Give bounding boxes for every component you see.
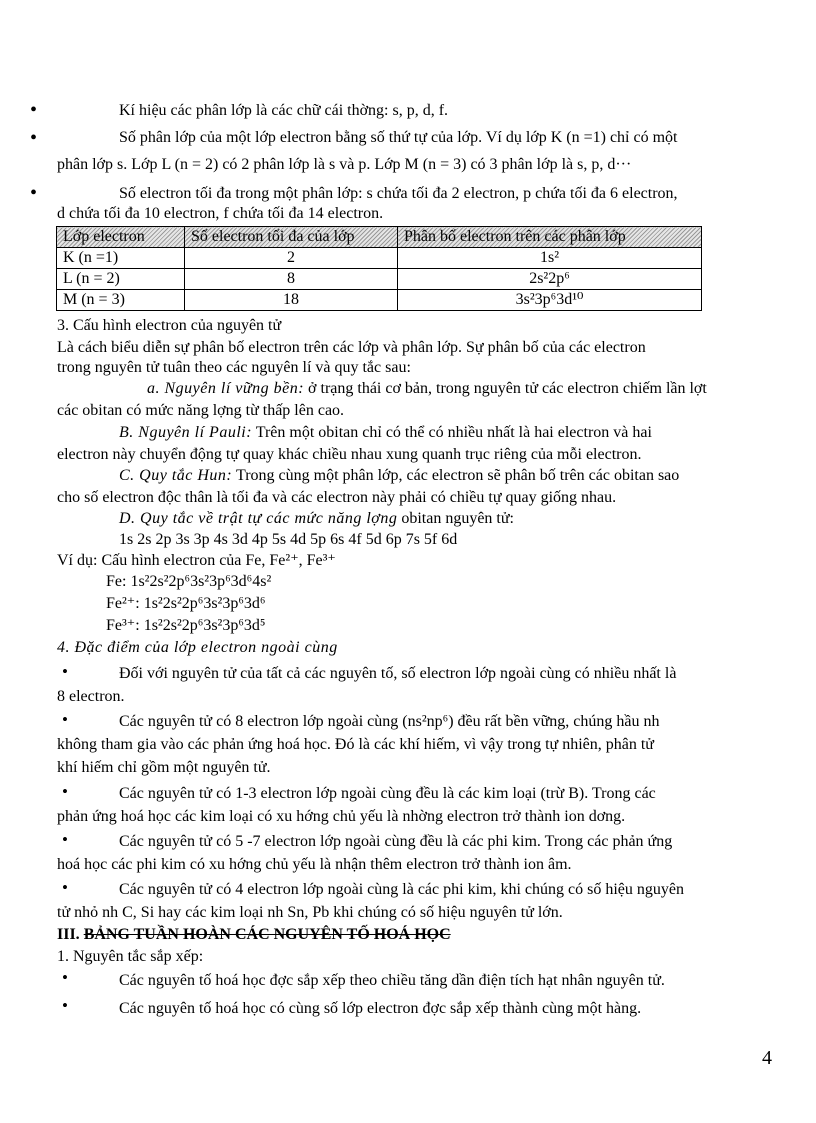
outer-shell-bullet-2-line-2: không tham gia vào các phản ứng hoá học. Đó là các khí hiếm, vì vậy trong tự nhiên, phân tử (57, 736, 654, 753)
table-row (57, 248, 702, 269)
principle-bullet-1: Các nguyên tố hoá học đợc sắp xếp theo chiều tăng dần điện tích hạt nhân nguyên tử. (119, 972, 665, 989)
rule-a-text: ở trạng thái cơ bản, trong nguyên tử các electron chiếm lần lợt (304, 380, 707, 397)
shell-cell: L (n = 2) (57, 269, 185, 290)
outer-shell-bullet-5-line-1: Các nguyên tử có 4 electron lớp ngoài cùng là các phi kim, khi chúng có số hiệu nguyên (119, 881, 684, 898)
rule-a-line-2: các obitan có mức năng lợng từ thấp lên cao. (57, 402, 345, 419)
config-cell: 1s² (398, 248, 702, 269)
bullet-icon: • (30, 127, 38, 149)
example-fe2: Fe²⁺: 1s²2s²2p⁶3s²3p⁶3d⁶ (106, 595, 266, 612)
section-3-paragraph-line-2: trong nguyên tử tuân theo các nguyên lí và quy tắc sau: (57, 359, 411, 376)
intro-bullet-2-line-1: Số phân lớp của một lớp electron bằng số thứ tự của lớp. Ví dụ lớp K (n =1) chỉ có một (119, 129, 678, 146)
rule-b-line-2: electron này chuyển động tự quay khác chiều nhau xung quanh trục riêng của mỗi electron. (57, 446, 642, 463)
config-cell: 2s²2p⁶ (398, 269, 702, 290)
table-header: Số electron tối đa của lớp (185, 227, 398, 248)
example-title: Ví dụ: Cấu hình electron của Fe, Fe²⁺, Fe³⁺ (57, 552, 336, 569)
table-row (57, 269, 702, 290)
outer-shell-bullet-2-line-1: Các nguyên tử có 8 electron lớp ngoài cùng (ns²np⁶) đều rất bền vững, chúng hầu nh (119, 713, 660, 730)
bullet-icon: • (62, 782, 68, 801)
intro-bullet-3-line-1: Số electron tối đa trong một phân lớp: s chứa tối đa 2 electron, p chứa tối đa 6 electron, (119, 185, 678, 202)
bullet-icon: • (30, 99, 38, 121)
orbital-order: 1s 2s 2p 3s 3p 4s 3d 4p 5s 4d 5p 6s 4f 5d 6p 7s 5f 6d (119, 531, 458, 548)
rule-a (147, 380, 707, 398)
rule-a-label: a. Nguyên lí vững bền: (147, 380, 305, 397)
rule-c-label: C. Quy tắc Hun: (119, 467, 233, 484)
rule-d (119, 510, 514, 528)
bullet-icon: • (62, 968, 68, 987)
bullet-icon: • (62, 710, 68, 729)
principle-bullet-2: Các nguyên tố hoá học có cùng số lớp electron đợc sắp xếp thành cùng một hàng. (119, 1000, 642, 1017)
table-header-row (57, 227, 702, 248)
bullet-icon: • (62, 878, 68, 897)
section-iii-heading (57, 926, 451, 944)
max-electron-cell: 8 (185, 269, 398, 290)
rule-b-label: B. Nguyên lí Pauli: (119, 424, 253, 441)
max-electron-cell: 2 (185, 248, 398, 269)
bullet-icon: • (62, 996, 68, 1015)
section-iii-roman: III. (57, 926, 84, 943)
table-row (57, 290, 702, 311)
table-header: Lớp electron (57, 227, 185, 248)
table-header: Phân bố electron trên các phân lớp (398, 227, 702, 248)
config-cell: 3s²3p⁶3d¹⁰ (398, 290, 702, 311)
rule-b (119, 424, 652, 442)
rule-c-line-2: cho số electron độc thân là tối đa và các electron này phải có chiều tự quay giống nhau. (57, 489, 617, 506)
outer-shell-bullet-3-line-2: phản ứng hoá học các kim loại có xu hớng chủ yếu là nhờng electron trở thành ion dơng. (57, 808, 626, 825)
outer-shell-bullet-2-line-3: khí hiếm chỉ gồm một nguyên tử. (57, 759, 271, 776)
intro-bullet-3-line-2: d chứa tối đa 10 electron, f chứa tối đa 14 electron. (57, 205, 384, 222)
shell-cell: K (n =1) (57, 248, 185, 269)
rule-d-text: obitan nguyên tử: (397, 510, 514, 527)
page-number: 4 (762, 1047, 772, 1069)
rule-c-text: Trong cùng một phân lớp, các electron sẽ phân bố trên các obitan sao (232, 467, 680, 484)
section-4-title: 4. Đặc điểm của lớp electron ngoài cùng (57, 639, 338, 656)
rule-c (119, 467, 679, 485)
outer-shell-bullet-4-line-1: Các nguyên tử có 5 -7 electron lớp ngoài cùng đều là các phi kim. Trong các phản ứng (119, 833, 673, 850)
section-3-paragraph-line-1: Là cách biểu diễn sự phân bố electron trên các lớp và phân lớp. Sự phân bố của các electron (57, 339, 646, 356)
example-fe: Fe: 1s²2s²2p⁶3s²3p⁶3d⁶4s² (106, 573, 272, 590)
outer-shell-bullet-5-line-2: tử nhỏ nh C, Si hay các kim loại nh Sn, Pb khi chúng có số hiệu nguyên tử lớn. (57, 904, 563, 921)
rule-b-text: Trên một obitan chỉ có thể có nhiều nhất là hai electron và hai (252, 424, 652, 441)
rule-d-label: D. Quy tắc về trật tự các mức năng lợng (119, 510, 398, 527)
bullet-icon: • (62, 662, 68, 681)
outer-shell-bullet-1-line-1: Đối với nguyên tử của tất cả các nguyên tố, số electron lớp ngoài cùng có nhiều nhất là (119, 665, 677, 682)
bullet-icon: • (62, 830, 68, 849)
section-iii-title: BẢNG TUẦN HOÀN CÁC NGUYÊN TỐ HOÁ HỌC (83, 926, 451, 943)
shell-capacity-table (56, 226, 702, 311)
section-3-title: 3. Cấu hình electron của nguyên tử (57, 317, 282, 334)
max-electron-cell: 18 (185, 290, 398, 311)
outer-shell-bullet-3-line-1: Các nguyên tử có 1-3 electron lớp ngoài cùng đều là các kim loại (trừ B). Trong các (119, 785, 656, 802)
arrangement-principles-title: 1. Nguyên tắc sắp xếp: (57, 948, 204, 965)
example-fe3: Fe³⁺: 1s²2s²2p⁶3s²3p⁶3d⁵ (106, 617, 266, 634)
shell-cell: M (n = 3) (57, 290, 185, 311)
outer-shell-bullet-4-line-2: hoá học các phi kim có xu hớng chủ yếu là nhận thêm electron trở thành ion âm. (57, 856, 572, 873)
bullet-icon: • (30, 182, 38, 204)
outer-shell-bullet-1-line-2: 8 electron. (57, 688, 125, 705)
intro-bullet-2-line-2: phân lớp s. Lớp L (n = 2) có 2 phân lớp là s và p. Lớp M (n = 3) có 3 phân lớp là s, p, d··· (57, 156, 632, 173)
intro-bullet-1: Kí hiệu các phân lớp là các chữ cái thờng: s, p, d, f. (119, 102, 449, 119)
